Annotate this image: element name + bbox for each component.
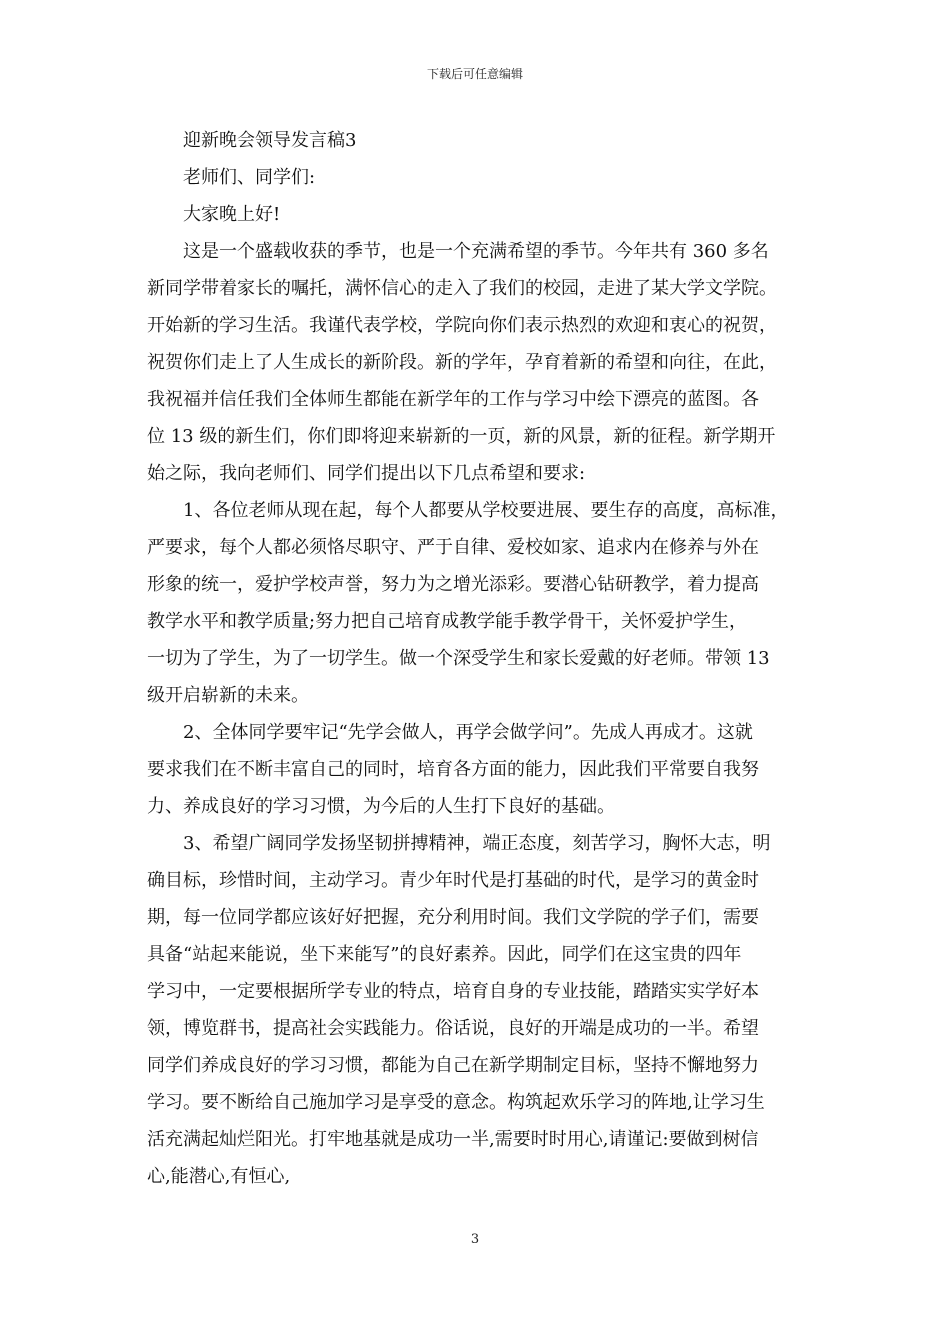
text-line: 这是一个盛载收获的季节，也是一个充满希望的季节。今年共有 360 多名 xyxy=(183,241,769,262)
salutation-line: 老师们、同学们: xyxy=(183,167,316,188)
text-line: 1、各位老师从现在起，每个人都要从学校要进展、要生存的高度，高标准， xyxy=(183,500,789,521)
text-line: 期，每一位同学都应该好好把握，充分利用时间。我们文学院的学子们，需要 xyxy=(147,907,759,928)
text-line: 活充满起灿烂阳光。打牢地基就是成功一半,需要时时用心,请谨记:要做到树信 xyxy=(147,1129,759,1150)
text-line: 我祝福并信任我们全体师生都能在新学年的工作与学习中绘下漂亮的蓝图。各 xyxy=(147,389,759,410)
text-line: 心,能潜心,有恒心, xyxy=(147,1166,291,1187)
text-line: 2、全体同学要牢记“先学会做人，再学会做学问”。先成人再成才。这就 xyxy=(183,722,753,743)
greeting-line: 大家晚上好! xyxy=(183,204,281,225)
text-line: 具备“站起来能说，坐下来能写”的良好素养。因此，同学们在这宝贵的四年 xyxy=(147,944,742,965)
text-line: 一切为了学生，为了一切学生。做一个深受学生和家长爱戴的好老师。带领 13 xyxy=(147,648,770,669)
text-line: 新同学带着家长的嘱托，满怀信心的走入了我们的校园，走进了某大学文学院。 xyxy=(147,278,777,299)
text-line: 同学们养成良好的学习习惯，都能为自己在新学期制定目标，坚持不懈地努力 xyxy=(147,1055,759,1076)
text-line: 确目标，珍惜时间，主动学习。青少年时代是打基础的时代，是学习的黄金时 xyxy=(147,870,759,891)
text-line: 力、养成良好的学习习惯，为今后的人生打下良好的基础。 xyxy=(147,796,615,817)
text-line: 严要求，每个人都必须恪尽职守、严于自律、爱校如家、追求内在修养与外在 xyxy=(147,537,759,558)
text-line: 3、希望广阔同学发扬坚韧拼搏精神，端正态度，刻苦学习，胸怀大志，明 xyxy=(183,833,771,854)
document-body xyxy=(147,122,807,1195)
document-title: 迎新晚会领导发言稿3 xyxy=(183,130,357,151)
text-line: 要求我们在不断丰富自己的同时，培育各方面的能力，因此我们平常要自我努 xyxy=(147,759,759,780)
text-line: 形象的统一，爱护学校声誉，努力为之增光添彩。要潜心钻研教学，着力提高 xyxy=(147,574,759,595)
text-line: 级开启崭新的未来。 xyxy=(147,685,309,706)
text-line: 位 13 级的新生们，你们即将迎来崭新的一页，新的风景，新的征程。新学期开 xyxy=(147,426,776,447)
text-line: 学习。要不断给自己施加学习是享受的意念。构筑起欢乐学习的阵地,让学习生 xyxy=(147,1092,765,1113)
text-line: 祝贺你们走上了人生成长的新阶段。新的学年，孕育着新的希望和向往，在此， xyxy=(147,352,777,373)
page-header: 下载后可任意编辑 xyxy=(426,67,523,81)
text-line: 学习中，一定要根据所学专业的特点，培育自身的专业技能，踏踏实实学好本 xyxy=(147,981,759,1002)
text-line: 始之际，我向老师们、同学们提出以下几点希望和要求: xyxy=(147,463,586,484)
text-line: 开始新的学习生活。我谨代表学校，学院向你们表示热烈的欢迎和衷心的祝贺， xyxy=(147,315,777,336)
text-line: 教学水平和教学质量;努力把自己培育成教学能手教学骨干，关怀爱护学生， xyxy=(147,611,748,632)
page-number: 3 xyxy=(470,1232,480,1247)
text-line: 领，博览群书，提高社会实践能力。俗话说，良好的开端是成功的一半。希望 xyxy=(147,1018,759,1039)
